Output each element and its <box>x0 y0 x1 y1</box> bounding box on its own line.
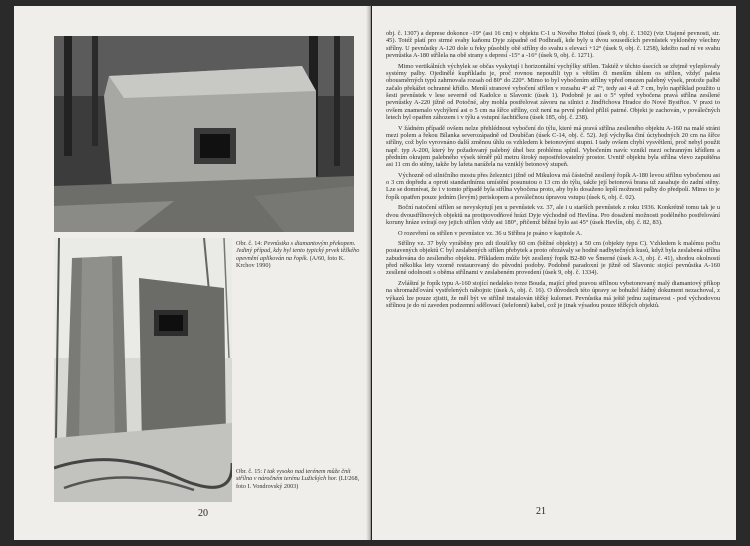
body-text <box>386 30 720 313</box>
caption-figure-14-credit: (A/60, foto K. Krchov 1990) <box>236 254 345 270</box>
caption-figure-15-text: I tak vysoko nad terénem může čnít střílna v náročném terénu Lužických hor. <box>236 468 351 483</box>
photo-bunker-diamond-moat <box>54 36 354 232</box>
caption-figure-15 <box>236 468 360 490</box>
paragraph: Střílny vz. 37 byly vyráběny pro zdi tloušťky 60 cm (běžné objekty) a 50 cm (objekty typu C). Vzhledem k malému počtu postavených objektů C byl zeslabených střílen přebytek a proto ořezávaly se hodně nadbytečných kusů, když byla zeslabená střílna zabudována do zesíleného objektu. Příkladem může být zesílený řopík B2-80 ve Šmerné (úsek A-3, obj. č. 41), shodou okolností před několika lety vzorně restaurovaný do původní podoby. Podobně paradoxní je jižně od Slavonic stojící pevnůstka A-160 zesílené odolnosti s oběma střílnami v zeslabeném provedení (úsek 9, obj. č. 1334). <box>386 240 720 277</box>
paragraph: Zvláštní je řopík typu A-160 stojící nedaleko tvrze Bouda, mající před pravou střílnou vybetonovaný malý diamantový příkop na shromažďování vystřelených nábojnic (úsek A, obj. č. 16). O důvodech této úpravy se bohužel žádný dokument nezachoval, z výkazů lze pouze zjistit, že měl být ve střílně instalován těžký kulomet. Pevnůstka má ještě jednu zajímavost - pod východovou střílnou je do ní zaveden podzemní sdělovací (telefonní) kabel, což je jinak výsadou pouze těžkých objektů. <box>386 279 720 309</box>
page-number-left: 20 <box>198 508 208 519</box>
caption-figure-14-label: Obr. č. 14: <box>236 240 263 247</box>
paragraph: Výchozně od silničního mostu přes železnici jižně od Mikulova má částečně zesílený řopík A-180 levou střílnu vybočenou asi o 3 cm dopředu a oproti standardnímu umístění posunutou o 13 cm do týlu, takže její betonová brana už zasahuje do zadní stěny. Lze se domnívat, že i v tomto případě byla střílna vybočena proto, aby bylo dosaženo lepší možnosti palby do předpolí. Mimo to je řopík opatřen pouze jedním (levým) periskopem a poválečnou úpravou vstupu (úsek 6, obj. č. 02). <box>386 171 720 201</box>
caption-figure-15-label: Obr. č. 15: <box>236 468 263 475</box>
caption-figure-14-text: Pevnůstka s diamantovým překopem. Jediný případ, kdy byl tento typický prvek těžkého opevnění aplikován na řopík. <box>236 240 360 262</box>
right-page <box>372 6 736 540</box>
caption-figure-15-credit: (LI/268, foto I. Vondrovský 2003) <box>236 475 360 490</box>
caption-figure-14 <box>236 240 360 270</box>
paragraph: Boční natočení střílen se nevyskytují jen u pevnůstek vz. 37, ale i u starších pevnůstek z roku 1936. Konkrétně tomu tak je u dvou dvoustřílnových objektů na protipovodňové hrázi Dyje východně od Hevlína. Pro dosažení možnosti podélného postřelování koruny hráze svírají osy jejich střílen vždy asi 180°, přičemž běžné bylo asi 45° (úsek Hevlín, obj. č. 82, 83). <box>386 204 720 226</box>
paragraph: O rozevření os střílen v pevnůstce vz. 36 u Stříbra je psáno v kapitole A. <box>398 229 582 237</box>
paragraph: obj. č. 1307) a deprese dokonce -19° (asi 16 cm) v objektu C-1 u Nového Hobzí (úsek 9, obj. č. 1302) (viz Utajené pevnosti, str. 45). Totéž platí pro strmé svahy kaňonu Dyje západně od Podhradí, kde byly u dvou sousedících pevnůstek vykloněny všechny střílny. U pevnůstky A-120 dole u řeky působily obě střílny do svahu s elevací +12° (úsek 9, obj. č. 1258), kdežto nad ní ve svahu pevnůstka A-180 střílela na obě strany s depresí -15° a -16° (úsek 9, obj. č. 1271). <box>386 30 720 60</box>
left-page <box>14 6 371 540</box>
photo-bunker-high-loophole <box>54 238 232 502</box>
page-number-right: 21 <box>536 506 546 517</box>
paragraph: V žádném případě ovšem nelze přehlédnout vybočení do týlu, které má pravá střílna zesíleného objektu A-160 na malé stráni mezi polem a řekou Bílanka severozápadně od Doubíčan (úsek C-14, obj. č. 52). Její výchylka činí úctyhodných 20 cm na šířce střílny, což bylo vyrovnáno další změnou úhlu os vzhledem k betonovými stupni. I tady ovšem chybí vysvětlení, proč nebyl použit např. typ A-200, který by požadovaný palebný úhel bez problému splnil. Vybočením navíc vznikl mezi ochranným křídlem a předním okrajem palebného výsek téměř půl metru široký nepostřelovatelný prostor. Uvnitř objektu byla střílna vlevo zapuštěna asi 11 cm do stěny, takže by lafeta narážela na vzniklý betonový stupeň. <box>386 124 720 169</box>
paragraph: Mimo vertikálních výchylek se občas vyskytují i horizontální vychýlky střílen. Taktéž v těchto úsecích se zřejmě vylepšovaly systémy palby. Ojedinělé kupříkladu je, proč rovnou nepoužili typ s větším či menším úhlem os střílen, vždyť paleta obousměrných typů zahrnovala rozsah od 80° do 220°. Mimo to byl vybočením střílny vpřed omezen palebný výsek, protože palbě začalo překážet ochranné křídlo. Menší stranové vybočení střílen v rozsahu 4° až 7°, tedy asi 4 až 7 cm, bylo například použito u šesti pevnůstek v lese severně od Kadolce u Slavonic (úsek 1). Podobně je asi o 5° vpřed vybočena pravá střílna zesílené pevnůstky A-220 jižně od Potočné, aby mohla postřelovat závoru na silnici z Jindřichova Hradce do Nové Bystřice. V praxi to ovšem znamenalo vychýlení asi o 5 cm na šířce střílny, což není na první pohled příliš patrné. Objekt je zachován, v poválečných letech byl opatřen záhozem i v týlu a vstupní šachtičkou (úsek 185, obj. č. 238). <box>386 62 720 121</box>
